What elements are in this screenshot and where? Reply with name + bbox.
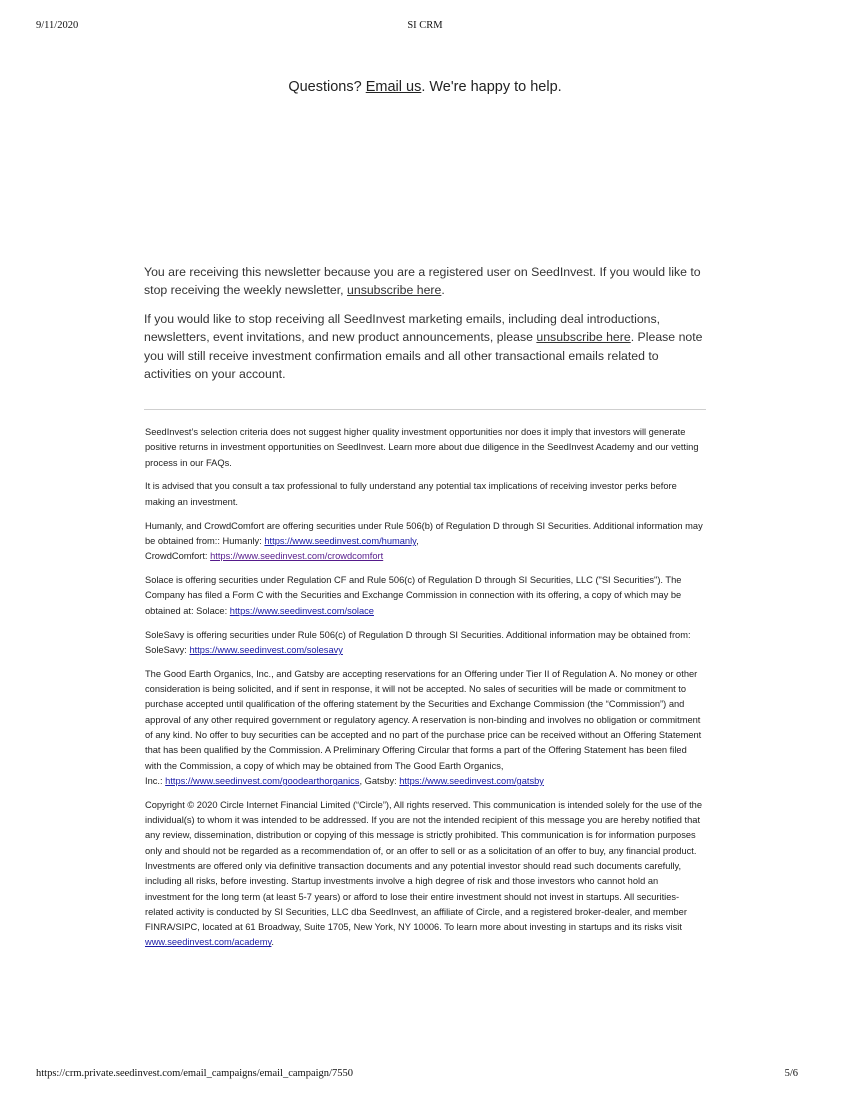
- solace-paragraph: [145, 573, 705, 619]
- solesavy-link[interactable]: https://www.seedinvest.com/solesavy: [189, 644, 343, 655]
- gatsby-label: , Gatsby:: [359, 775, 400, 786]
- print-page-number: 5/6: [784, 1068, 798, 1079]
- weekly-newsletter-text: You are receiving this newsletter because you are a registered user on SeedInvest. If you would like to stop receiving the weekly newsletter,: [144, 265, 701, 298]
- section-divider: [144, 409, 706, 410]
- tax-advice-paragraph: It is advised that you consult a tax professional to fully understand any potential tax implications of receiving investor perks before making an investment.: [145, 481, 677, 507]
- humanly-link[interactable]: https://www.seedinvest.com/humanly: [264, 535, 417, 546]
- gatsby-link[interactable]: https://www.seedinvest.com/gatsby: [399, 775, 544, 786]
- selection-criteria-paragraph: SeedInvest’s selection criteria does not suggest higher quality investment opportunities nor does it imply that investors will generate positive returns in investment opportunities on SeedInvest. Learn more about due diligence in the SeedInvest Academy and our vetting process in our FAQs.: [145, 427, 699, 468]
- legal-disclosures: [145, 425, 705, 959]
- copyright-paragraph: [145, 798, 705, 951]
- crowdcomfort-label: CrowdComfort:: [145, 551, 211, 562]
- weekly-newsletter-paragraph: [144, 263, 706, 300]
- good-earth-text: The Good Earth Organics, Inc., and Gatsby are accepting reservations for an Offering under Tier II of Regulation A. No money or other consideration is being solicited, and if sent in response, it will not be accepted. No sales of securities will be made or commitment to purchase accepted until qualification of the offering statement by the Securities and Exchange Commission (the “Commission”) and approval of any other required government or regulatory agency. A reservation is non-binding and involves no obligation or commitment of any kind. No offer to buy securities can be accepted and no part of the purchase price can be received without an Offering Statement that has been qualified by the Commission. A Preliminary Offering Circular that forms a part of the Offering Statement has been filed with the Commission, a copy of which may be obtained from The Good Earth Organics,: [145, 668, 702, 771]
- weekly-newsletter-end: .: [441, 283, 445, 298]
- questions-line: [0, 79, 850, 95]
- questions-prefix: Questions?: [288, 79, 366, 95]
- print-url: https://crm.private.seedinvest.com/email_campaigns/email_campaign/7550: [36, 1068, 353, 1079]
- marketing-emails-paragraph: [144, 310, 706, 384]
- humanly-crowdcomfort-paragraph: [145, 519, 705, 565]
- good-earth-link[interactable]: https://www.seedinvest.com/goodearthorganics: [165, 775, 360, 786]
- print-title: SI CRM: [407, 20, 443, 31]
- crowdcomfort-link[interactable]: https://www.seedinvest.com/crowdcomfort: [210, 551, 384, 562]
- print-header: [0, 20, 850, 34]
- unsubscribe-all-link[interactable]: unsubscribe here: [536, 330, 631, 345]
- questions-suffix: . We're happy to help.: [421, 79, 562, 95]
- good-earth-inc-label: Inc.:: [145, 775, 166, 786]
- solace-text: Solace is offering securities under Regulation CF and Rule 506(c) of Regulation D through SI Securities, LLC ("SI Securities"). The Company has filed a Form C with the Securities and Exchange Commission in connection with its offering, a copy of which may be obtained at: Solace:: [145, 575, 682, 616]
- marketing-emails-text: If you would like to stop receiving all SeedInvest marketing emails, including deal introductions, newsletters, event invitations, and new product announcements, please: [144, 311, 661, 345]
- subscription-notice: [144, 263, 706, 393]
- copyright-text: Copyright © 2020 Circle Internet Financial Limited (“Circle”), All rights reserved. This communication is intended solely for the use of the individual(s) to whom it was intended to be addressed. If you are not the intended recipient of this message you are hereby notified that any review, dissemination, distribution or copying of this message is strictly prohibited. This communication is for information purposes only and should not be regarded as a recommendation of, or an offer to sell or as a solicitation of an offer to buy, any financial product. Investments are offered only via definitive transaction documents and any potential investor should read such documents carefully, including all risks, before investing. Startup investments involve a high degree of risk and those investors who cannot hold an investment for the long term (at least 5-7 years) or afford to lose their entire investment should not invest in startups. All securities-related activity is conducted by SI Securities, LLC dba SeedInvest, an affiliate of Circle, and a registered broker-dealer, and member FINRA/SIPC, located at 61 Broadway, Suite 1705, New York, NY 10006. To learn more about investing in startups and its risks visit: [145, 799, 702, 933]
- solesavy-text: SoleSavy is offering securities under Rule 506(c) of Regulation D through SI Securities. Additional information may be obtained from: SoleSavy:: [145, 629, 691, 655]
- humanly-text: Humanly, and CrowdComfort are offering securities under Rule 506(b) of Regulation D through SI Securities. Additional information may be obtained from:: Humanly:: [145, 520, 703, 546]
- good-earth-gatsby-paragraph: [145, 667, 705, 789]
- solace-link[interactable]: https://www.seedinvest.com/solace: [229, 605, 374, 616]
- copyright-end: .: [271, 937, 275, 948]
- academy-link[interactable]: www.seedinvest.com/academy: [145, 937, 272, 948]
- solesavy-paragraph: [145, 628, 705, 659]
- unsubscribe-weekly-link[interactable]: unsubscribe here: [347, 283, 442, 298]
- email-us-link[interactable]: Email us: [365, 79, 422, 95]
- humanly-comma: ,: [416, 535, 419, 546]
- marketing-emails-end: . Please note you will still receive investment confirmation emails and all other transactional emails related to activities on your account.: [144, 330, 703, 382]
- print-date: 9/11/2020: [36, 20, 79, 31]
- print-footer: [0, 1068, 850, 1082]
